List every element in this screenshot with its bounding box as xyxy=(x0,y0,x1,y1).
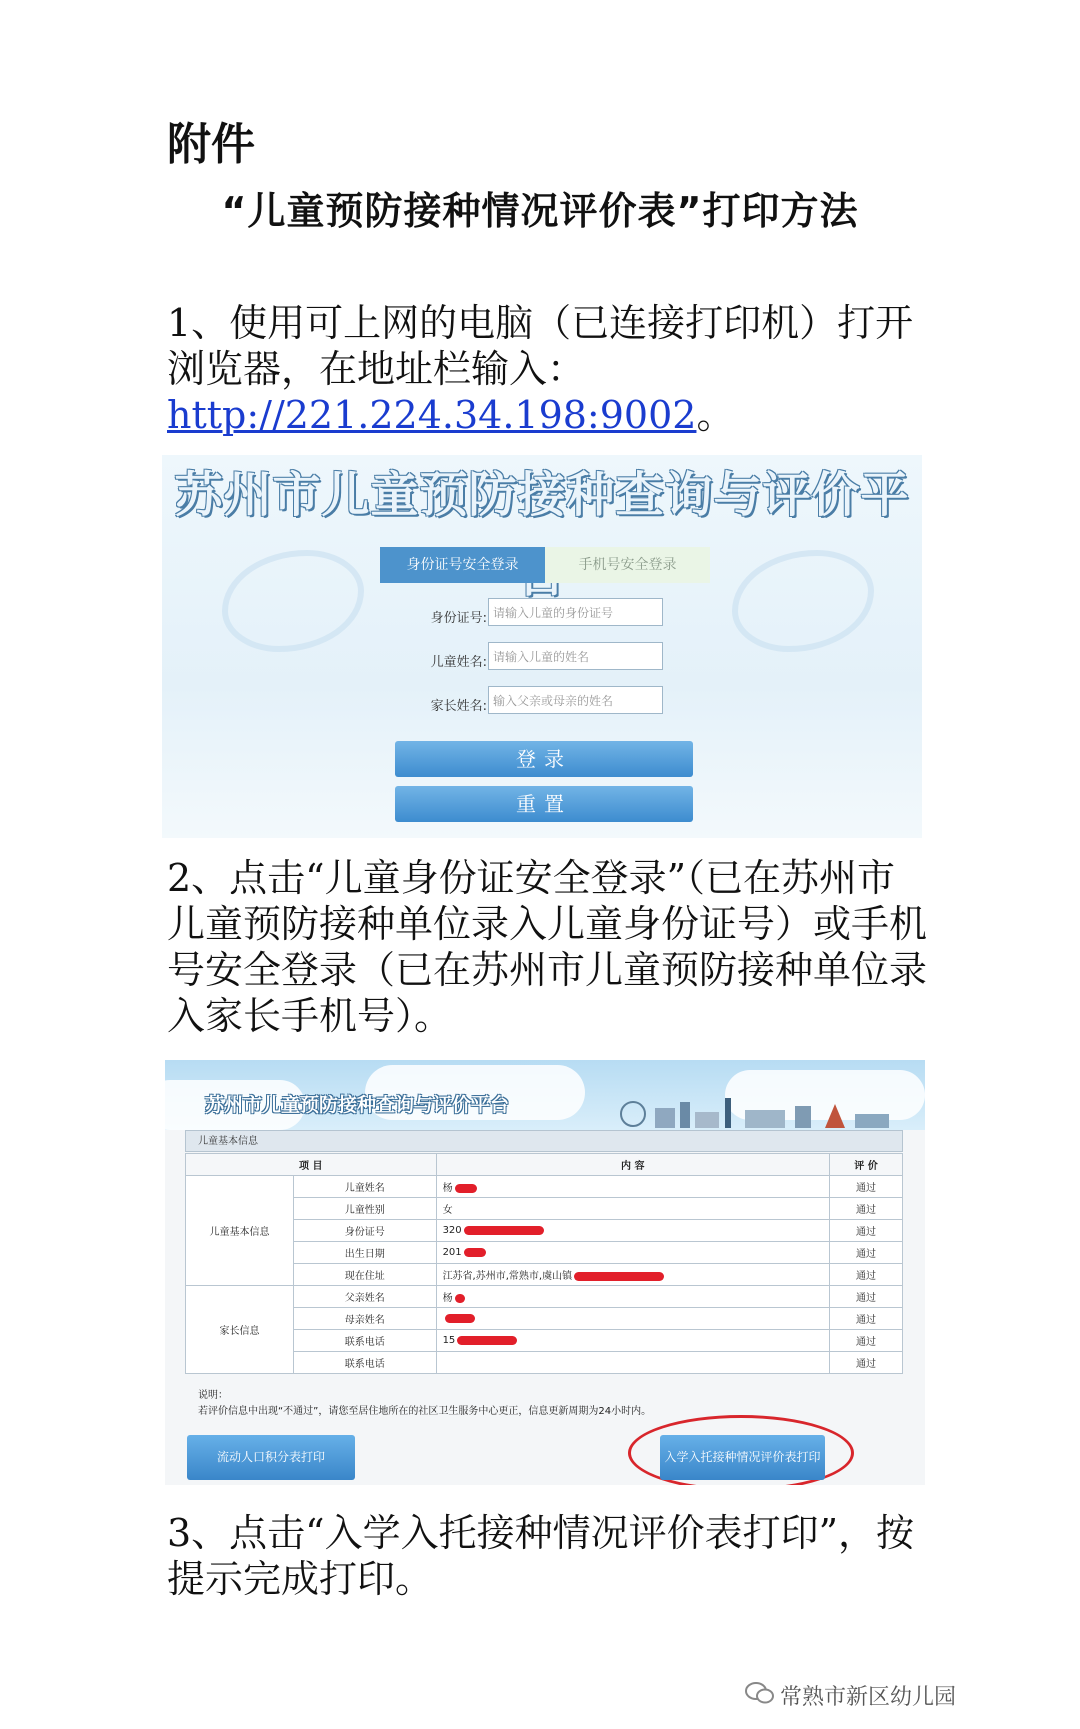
group-parent-info: 家长信息 xyxy=(186,1286,294,1374)
step-2-paragraph: 2、点击“儿童身份证安全登录”（已在苏州市儿童预防接种单位录入儿童身份证号）或手机号安全登录（已在苏州市儿童预防接种单位录入家长手机号）。 xyxy=(167,856,928,1038)
table-row xyxy=(186,1286,903,1308)
table-row xyxy=(186,1176,903,1198)
row-eval: 通过 xyxy=(830,1286,903,1308)
step-1-text: 1、使用可上网的电脑（已连接打印机）打开浏览器，在地址栏输入： xyxy=(167,301,914,391)
row-value xyxy=(436,1220,829,1242)
left-wing-decoration xyxy=(222,550,364,652)
row-eval: 通过 xyxy=(830,1330,903,1352)
table-row xyxy=(186,1198,903,1220)
table-row xyxy=(186,1220,903,1242)
tab-id-login[interactable]: 身份证号安全登录 xyxy=(380,547,545,583)
step-1-end: 。 xyxy=(696,393,735,437)
note-text: 若评价信息中出现“不通过”，请您至居住地所在的社区卫生服务中心更正，信息更新周期为24小时内。 xyxy=(198,1406,652,1417)
header-eval: 评 价 xyxy=(830,1154,903,1176)
header-item: 项 目 xyxy=(186,1154,437,1176)
login-banner-title: 苏州市儿童预防接种查询与评价平 xyxy=(174,467,910,523)
right-wing-decoration xyxy=(732,550,874,652)
row-value-text: 15 xyxy=(442,1335,456,1346)
id-number-input[interactable]: 请输入儿童的身份证号 xyxy=(488,598,663,626)
info-page-screenshot xyxy=(165,1060,925,1485)
redaction-mark xyxy=(464,1248,486,1257)
city-skyline-icon xyxy=(615,1098,895,1128)
tab-phone-login[interactable]: 手机号安全登录 xyxy=(545,547,710,583)
row-value xyxy=(436,1352,829,1374)
row-field: 母亲姓名 xyxy=(294,1308,437,1330)
row-field: 儿童姓名 xyxy=(294,1176,437,1198)
row-field: 联系电话 xyxy=(294,1330,437,1352)
row-value-text: 江苏省,苏州市,常熟市,虞山镇 xyxy=(442,1271,573,1282)
row-value xyxy=(436,1176,829,1198)
login-page-screenshot xyxy=(162,455,922,838)
table-row xyxy=(186,1352,903,1374)
redaction-mark xyxy=(455,1294,465,1303)
row-value: 女 xyxy=(436,1198,829,1220)
table-row xyxy=(186,1330,903,1352)
row-field: 现在住址 xyxy=(294,1264,437,1286)
row-value xyxy=(436,1242,829,1264)
row-eval: 通过 xyxy=(830,1352,903,1374)
row-value-text: 320 xyxy=(442,1225,462,1236)
table-row xyxy=(186,1264,903,1286)
row-value xyxy=(436,1286,829,1308)
document-title: “儿童预防接种情况评价表”打印方法 xyxy=(221,189,859,233)
annex-label: 附件 xyxy=(167,119,255,170)
step-3-paragraph: 3、点击“入学入托接种情况评价表打印”，按提示完成打印。 xyxy=(167,1511,915,1601)
row-eval: 通过 xyxy=(830,1198,903,1220)
table-row xyxy=(186,1308,903,1330)
row-value xyxy=(436,1264,829,1286)
redaction-mark xyxy=(445,1314,475,1323)
row-value-text: 201 xyxy=(442,1247,462,1258)
row-eval: 通过 xyxy=(830,1220,903,1242)
redaction-mark xyxy=(574,1272,664,1281)
note-label: 说明： xyxy=(198,1390,228,1401)
child-name-label: 儿童姓名: xyxy=(430,655,487,670)
child-info-table xyxy=(185,1153,903,1374)
platform-url-link[interactable]: http://221.224.34.198:9002 xyxy=(167,393,697,437)
step-1-paragraph xyxy=(167,300,927,438)
redaction-mark xyxy=(464,1226,544,1235)
parent-name-input[interactable]: 输入父亲或母亲的姓名 xyxy=(488,686,663,714)
floating-population-print-button[interactable]: 流动人口积分表打印 xyxy=(187,1435,355,1480)
row-value-text: 杨 xyxy=(442,1293,453,1304)
id-number-label: 身份证号: xyxy=(430,611,487,626)
row-field: 联系电话 xyxy=(294,1352,437,1374)
redaction-mark xyxy=(455,1184,477,1193)
row-value xyxy=(436,1330,829,1352)
info-page-title: 苏州市儿童预防接种查询与评价平台 xyxy=(205,1094,510,1116)
table-row xyxy=(186,1242,903,1264)
row-eval: 通过 xyxy=(830,1308,903,1330)
note-block xyxy=(198,1388,651,1420)
row-eval: 通过 xyxy=(830,1242,903,1264)
login-button[interactable]: 登录 xyxy=(395,741,693,777)
info-page-header xyxy=(165,1060,925,1130)
account-watermark: 常熟市新区幼儿园 xyxy=(780,1685,957,1710)
vaccination-evaluation-print-button[interactable]: 入学入托接种情况评价表打印 xyxy=(660,1435,825,1480)
row-field: 儿童性别 xyxy=(294,1198,437,1220)
wechat-icon xyxy=(745,1681,775,1705)
reset-button[interactable]: 重置 xyxy=(395,786,693,822)
header-content: 内 容 xyxy=(436,1154,829,1176)
section-header: 儿童基本信息 xyxy=(185,1130,903,1152)
row-eval: 通过 xyxy=(830,1264,903,1286)
row-field: 身份证号 xyxy=(294,1220,437,1242)
redaction-mark xyxy=(457,1336,517,1345)
row-field: 父亲姓名 xyxy=(294,1286,437,1308)
row-value xyxy=(436,1308,829,1330)
row-field: 出生日期 xyxy=(294,1242,437,1264)
row-eval: 通过 xyxy=(830,1176,903,1198)
table-header-row xyxy=(186,1154,903,1176)
child-name-input[interactable]: 请输入儿童的姓名 xyxy=(488,642,663,670)
row-value-text: 杨 xyxy=(442,1183,453,1194)
parent-name-label: 家长姓名: xyxy=(430,699,487,714)
group-child-info: 儿童基本信息 xyxy=(186,1176,294,1286)
